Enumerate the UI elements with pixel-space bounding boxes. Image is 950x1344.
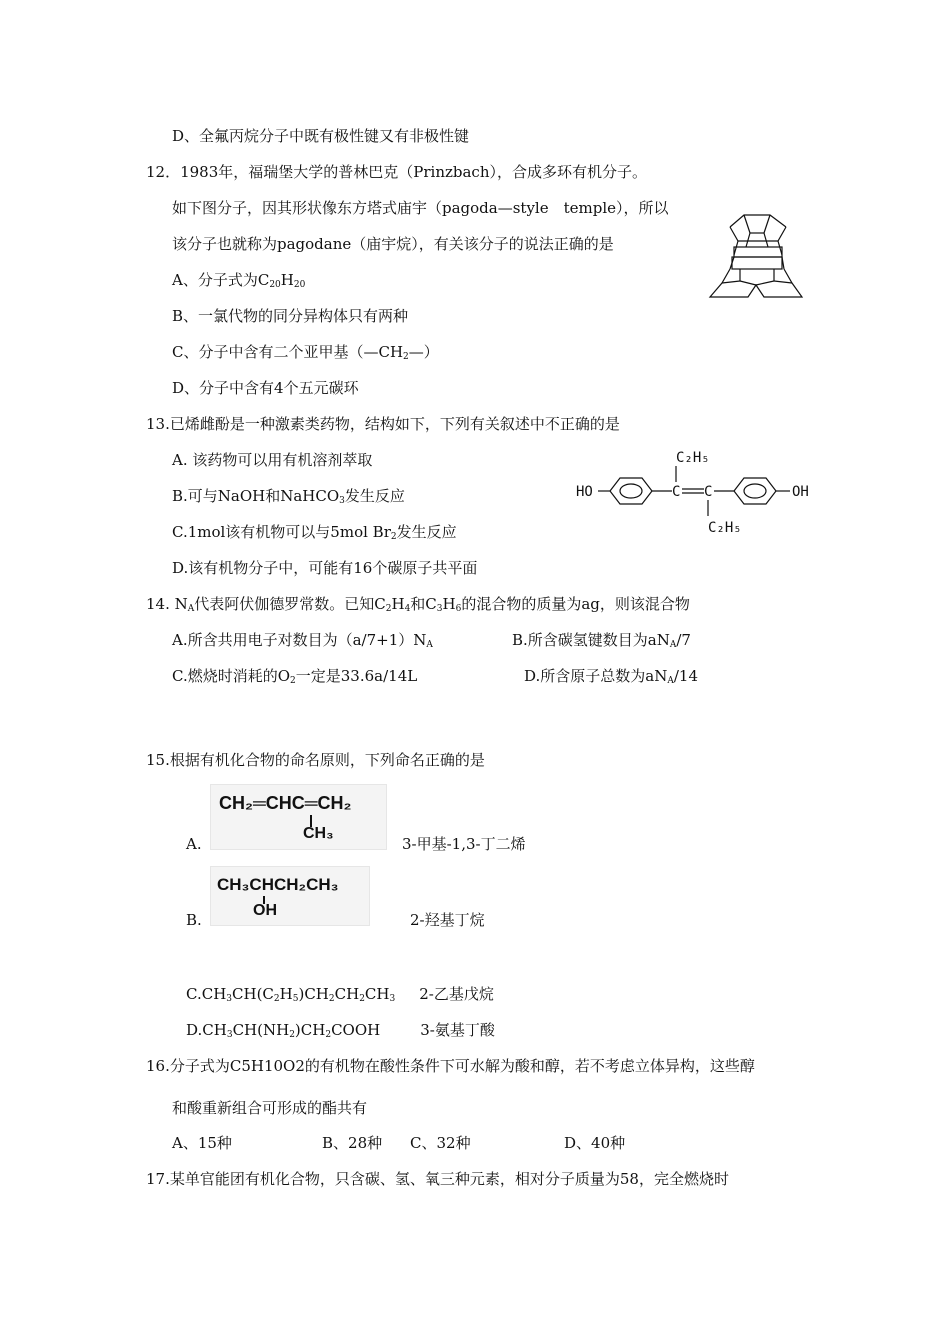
struct-ho-label: HO — [576, 484, 593, 500]
struct-oh-label: OH — [792, 484, 809, 500]
q15-option-a-name: 3-甲基-1,3-丁二烯 — [402, 835, 526, 853]
q14-option-d: D.所含原子总数为$aN_A/14$ — [524, 667, 698, 686]
q16-option-d: D、40种 — [564, 1134, 626, 1152]
struct-ethyl-bottom: C₂H₅ — [708, 520, 742, 536]
q14-option-a: A.所含共用电子对数目为$(a/7+1)N_A$ — [172, 631, 433, 650]
q15-a-formula-main: CH₂═CHC═CH₂ — [219, 793, 352, 813]
q15-option-a-label: A. — [186, 835, 202, 853]
q15-b-formula-branch: OH — [253, 902, 277, 919]
q15-option-b-name: 2-羟基丁烷 — [410, 911, 485, 929]
q12-option-d: D、分子中含有4个五元碳环 — [172, 379, 359, 397]
q17-stem-line1: 17.某单官能团有机化合物，只含碳、氢、氧三种元素，相对分子质量为58，完全燃烧时 — [146, 1170, 729, 1188]
q15-option-b-label: B. — [186, 911, 202, 929]
q13-stem: 13.已烯雌酚是一种激素类药物，结构如下，下列有关叙述中不正确的是 — [146, 415, 620, 433]
q16-option-c: C、32种 — [410, 1134, 471, 1152]
q12-option-b: B、一氯代物的同分异构体只有两种 — [172, 307, 409, 325]
pagodane-molecule-diagram — [700, 205, 812, 300]
q15-option-b-formula — [210, 866, 370, 926]
q13-option-c: C.1mol该有机物可以与5mol $Br_2$发生反应 — [172, 523, 457, 542]
q12-stem-line3: 该分子也就称为pagodane（庙宇烷），有关该分子的说法正确的是 — [172, 235, 614, 253]
struct-ethyl-top: C₂H₅ — [676, 450, 710, 466]
q16-option-a: A、15种 — [172, 1134, 232, 1152]
q11-option-d: D、全氟丙烷分子中既有极性键又有非极性键 — [172, 127, 470, 145]
q12-stem-line2: 如下图分子，因其形状像东方塔式庙宇（pagoda—style temple），所以 — [172, 199, 669, 217]
q15-option-a-formula — [210, 784, 387, 850]
q16-stem-line2: 和酸重新组合可形成的酯共有 — [172, 1099, 368, 1117]
q12-option-c: C、分子中含有二个亚甲基$(—CH_2—)$ — [172, 343, 439, 362]
struct-c-left: C — [672, 484, 681, 500]
q13-option-b: B.可与NaOH和NaHCO$_3$发生反应 — [172, 487, 405, 506]
q14-option-c: C.燃烧时消耗的$O_2$一定是33.6a/14L — [172, 667, 418, 686]
q16-stem-line1: 16.分子式为C5H10O2的有机物在酸性条件下可水解为酸和醇，若不考虑立体异构，这些醇 — [146, 1057, 755, 1075]
struct-c-right: C — [704, 484, 713, 500]
q15-b-formula-main: CH₃CHCH₂CH₃ — [217, 875, 339, 894]
q14-option-b: B.所含碳氢键数目为$aN_A/7$ — [512, 631, 691, 650]
q15-option-c: $C.CH_3CH(C_2H_5)CH_2CH_2CH_3$ 2-乙基戊烷 — [186, 985, 494, 1004]
diethylstilbestrol-structure — [572, 446, 828, 538]
q16-option-b: B、28种 — [322, 1134, 383, 1152]
q12-stem-line1: 12．1983年，福瑞堡大学的普林巴克（Prinzbach），合成多环有机分子。 — [146, 163, 647, 181]
q13-option-a: A. 该药物可以用有机溶剂萃取 — [172, 451, 373, 469]
q15-a-formula-branch: CH₃ — [303, 825, 334, 842]
q12-option-a: A、分子式为$C_{20}H_{20}$ — [172, 271, 306, 290]
q15-stem: 15.根据有机化合物的命名原则，下列命名正确的是 — [146, 751, 485, 769]
q13-option-d: D.该有机物分子中，可能有16个碳原子共平面 — [172, 559, 478, 577]
q15-option-d: $D.CH_3CH(NH_2)CH_2COOH$ 3-氨基丁酸 — [186, 1021, 495, 1040]
q14-stem: 14. $N_A$代表阿伏伽德罗常数。已知$C_2H_4$和$C_3H_6$的混合物的质量为ag，则该混合物 — [146, 595, 690, 614]
